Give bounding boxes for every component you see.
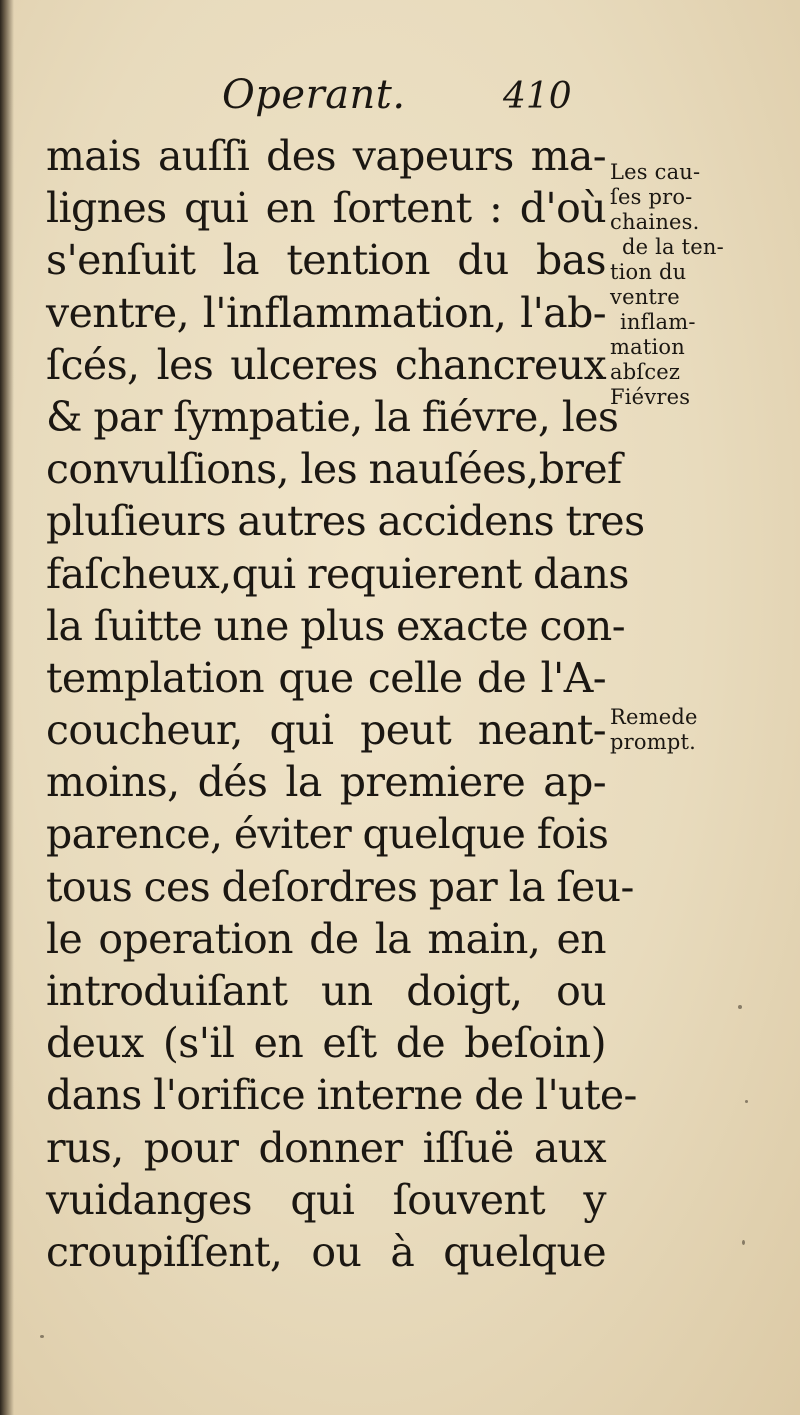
paper-speck <box>40 1335 44 1338</box>
margin-note-line: Fiévres <box>610 385 691 409</box>
text-line: coucheur, qui peut neant- <box>46 706 606 755</box>
margin-note-line: mation <box>610 335 685 359</box>
margin-note-line: tion du <box>610 260 687 284</box>
paper-speck <box>745 1100 748 1103</box>
text-line: rus, pour donner iſſuë aux <box>46 1123 606 1172</box>
text-line: lignes qui en ſortent : d'où <box>46 184 606 233</box>
margin-note-line: de la ten- <box>622 235 724 259</box>
margin-note-remedy <box>610 705 790 755</box>
text-line: mais auſſi des vapeurs ma- <box>46 132 606 180</box>
body-text <box>46 130 645 1278</box>
margin-note-line: prompt. <box>610 730 696 754</box>
text-line: moins, dés la premiere ap- <box>46 758 606 807</box>
text-line: dans l'orifice interne de l'ute- <box>46 1071 637 1120</box>
running-title: Operant. <box>222 72 406 118</box>
text-line: parence, éviter quelque fois <box>46 810 609 859</box>
margin-note-line: chaines. <box>610 210 700 234</box>
text-line: templation que celle de l'A- <box>46 653 606 702</box>
paper-speck <box>738 1005 742 1009</box>
text-line: croupiſſent, ou à quelque <box>46 1227 606 1276</box>
margin-note-line: ſes pro- <box>610 185 693 209</box>
page-number: 410 <box>503 76 572 117</box>
margin-note-line: ventre <box>610 285 680 309</box>
page-header <box>0 72 800 132</box>
margin-note-line: Les cau- <box>610 160 701 184</box>
text-line: ventre, l'inflammation, l'ab- <box>46 288 606 337</box>
binding-edge <box>0 0 14 1415</box>
margin-note-line: inflam- <box>620 310 696 334</box>
text-line: vuidanges qui ſouvent y <box>46 1175 606 1224</box>
paper-speck <box>742 1240 745 1245</box>
text-line: deux (s'il en eſt de beſoin) <box>46 1019 606 1068</box>
text-line: faſcheux,qui requierent dans <box>46 549 629 598</box>
text-line: tous ces deſordres par la ſeu- <box>46 862 634 911</box>
text-line: le operation de la main, en <box>46 914 606 963</box>
margin-note-causes <box>610 160 790 410</box>
text-line: & par ſympatie, la fiévre, les <box>46 392 619 441</box>
margin-note-line: abſcez <box>610 360 681 384</box>
text-line: s'enſuit la tention du bas <box>46 236 606 285</box>
text-line: ſcés, les ulceres chancreux <box>46 340 606 389</box>
text-line: la ſuitte une plus exacte con- <box>46 601 625 650</box>
text-line: introduiſant un doigt, ou <box>46 967 606 1015</box>
text-line: convulſions, les nauſées,bref <box>46 445 622 494</box>
text-line: pluſieurs autres accidens tres <box>46 497 645 546</box>
margin-note-line: Remede <box>610 705 698 729</box>
